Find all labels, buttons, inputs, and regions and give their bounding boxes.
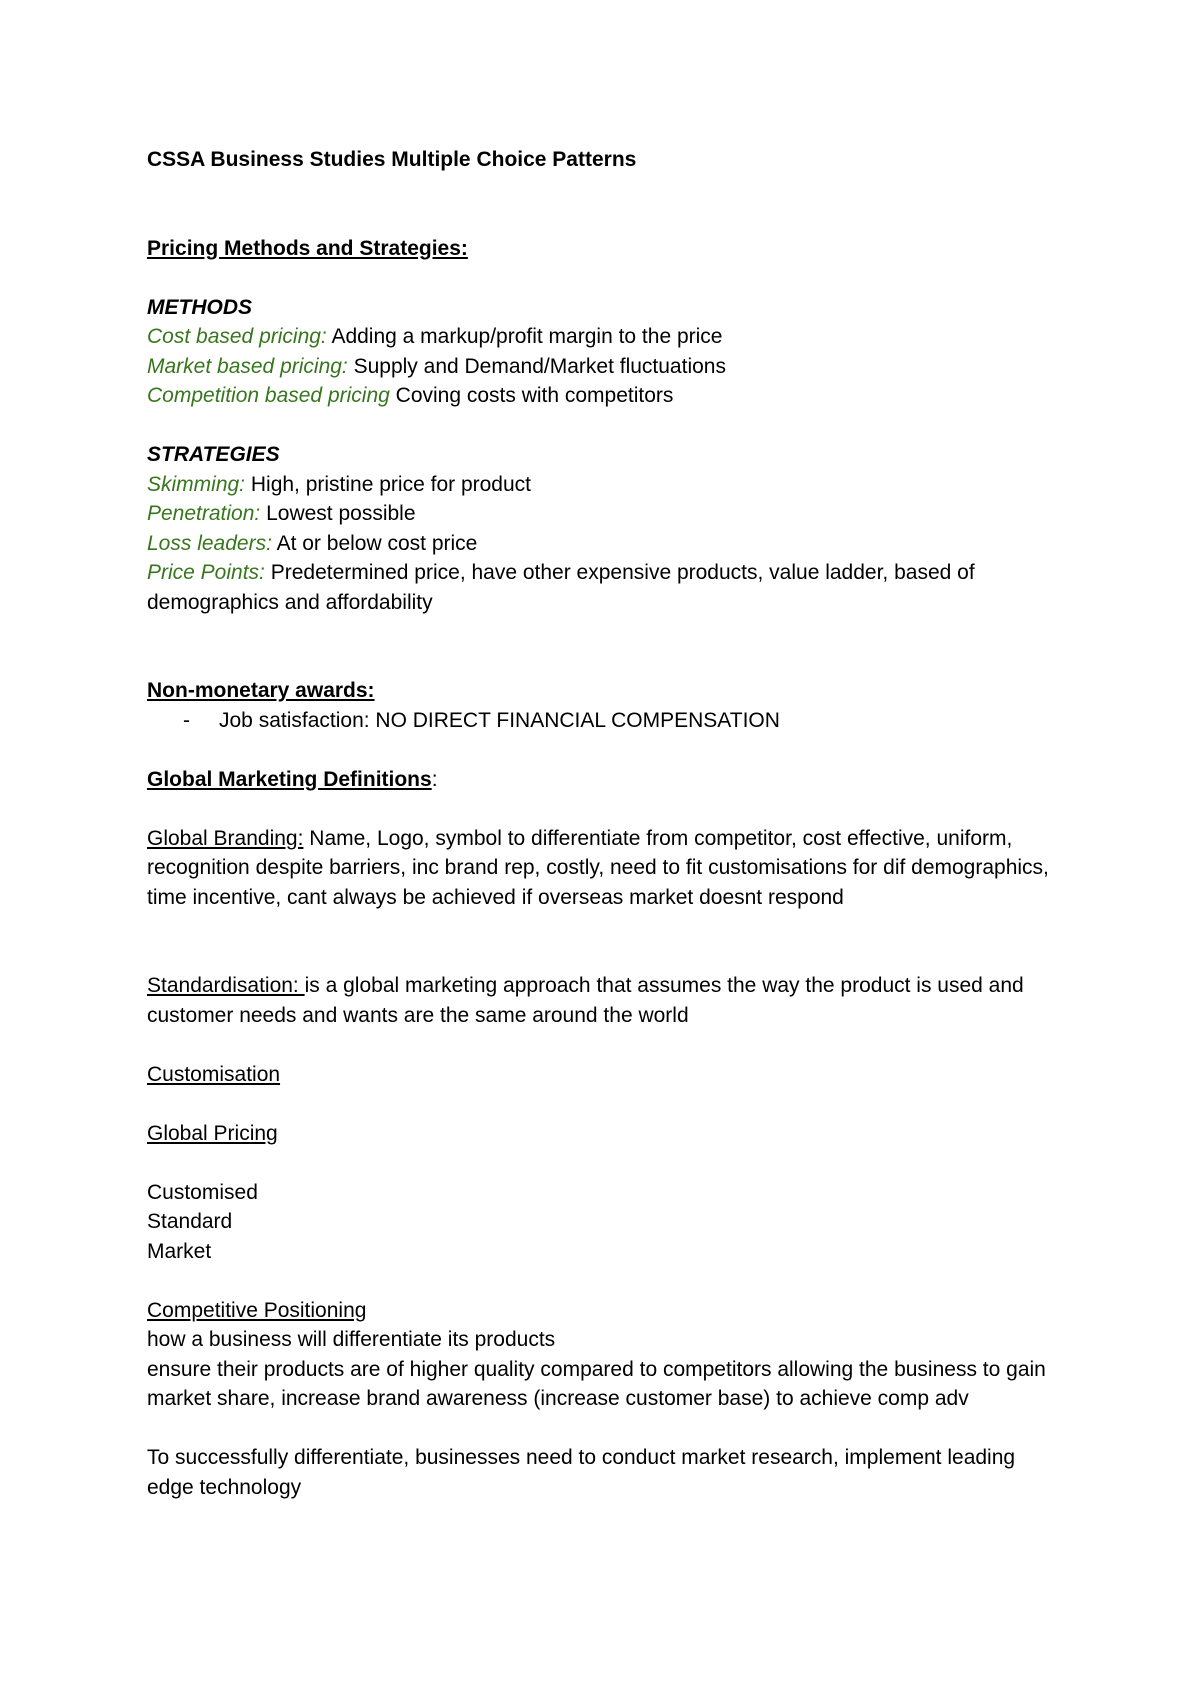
standardisation-definition <box>147 971 1067 1030</box>
non-monetary-heading: Non-monetary awards: <box>147 679 375 702</box>
strategy-item <box>147 558 1067 617</box>
method-item <box>147 352 1067 382</box>
strategy-term: Skimming: <box>147 472 246 496</box>
global-branding-term: Global Branding: <box>147 826 304 850</box>
strategy-term: Price Points: <box>147 561 265 584</box>
strategy-item <box>147 529 1067 559</box>
competitive-positioning-heading: Competitive Positioning <box>147 1298 367 1322</box>
methods-label: METHODS <box>147 295 252 319</box>
strategies-label: STRATEGIES <box>147 443 280 466</box>
strategy-term: Loss leaders: <box>147 531 272 555</box>
global-pricing-heading: Global Pricing <box>147 1121 278 1145</box>
global-marketing-heading-line <box>147 765 1067 795</box>
strategy-desc: High, pristine price for product <box>245 472 531 496</box>
global-branding-definition <box>147 824 1067 913</box>
strategy-term: Penetration: <box>147 502 261 525</box>
method-item <box>147 322 1067 352</box>
pricing-heading: Pricing Methods and Strategies: <box>147 236 468 260</box>
method-desc: Coving costs with competitors <box>389 384 674 407</box>
strategy-desc: Lowest possible <box>260 502 416 525</box>
pricing-type: Customised <box>147 1180 258 1204</box>
global-branding-desc: Name, Logo, symbol to differentiate from competitor, cost effective, uniform, recognition despite barriers, inc brand rep, costly, need to fit customisations for dif demographics, time incentive, cant always be achieved if overseas market doesnt respond <box>147 826 1049 909</box>
method-term: Cost based pricing: <box>147 325 327 348</box>
strategy-desc: Predetermined price, have other expensive products, value ladder, based of demographics and affordability <box>147 561 975 614</box>
bullet-text: Job satisfaction: NO DIRECT FINANCIAL COMPENSATION <box>219 708 780 732</box>
document-title: CSSA Business Studies Multiple Choice Patterns <box>147 148 637 171</box>
strategy-item <box>147 470 1067 500</box>
customisation-heading: Customisation <box>147 1062 281 1086</box>
global-marketing-heading: Global Marketing Definitions <box>147 767 432 791</box>
bullet-marker: - <box>183 708 190 732</box>
method-term: Competition based pricing <box>147 384 390 407</box>
method-term: Market based pricing: <box>147 354 348 378</box>
document-body <box>147 145 1067 1502</box>
list-item <box>147 706 1067 736</box>
standardisation-term: Standardisation: <box>147 974 305 997</box>
pricing-type: Standard <box>147 1210 233 1233</box>
strategy-item <box>147 499 1067 529</box>
method-item <box>147 381 1067 411</box>
pricing-type: Market <box>147 1239 212 1263</box>
heading-suffix: : <box>431 767 438 791</box>
positioning-line: how a business will differentiate its products <box>147 1328 556 1351</box>
differentiate-paragraph: To successfully differentiate, businesses need to conduct market research, implement leading edge technology <box>147 1446 1016 1499</box>
method-desc: Adding a markup/profit margin to the price <box>326 325 723 348</box>
method-desc: Supply and Demand/Market fluctuations <box>347 354 726 378</box>
positioning-line: ensure their products are of higher quality compared to competitors allowing the business to gain market share, increase brand awareness (increase customer base) to achieve comp adv <box>147 1357 1046 1410</box>
standardisation-desc: is a global marketing approach that assumes the way the product is used and customer needs and wants are the same around the world <box>147 974 1024 1027</box>
strategy-desc: At or below cost price <box>271 531 478 555</box>
